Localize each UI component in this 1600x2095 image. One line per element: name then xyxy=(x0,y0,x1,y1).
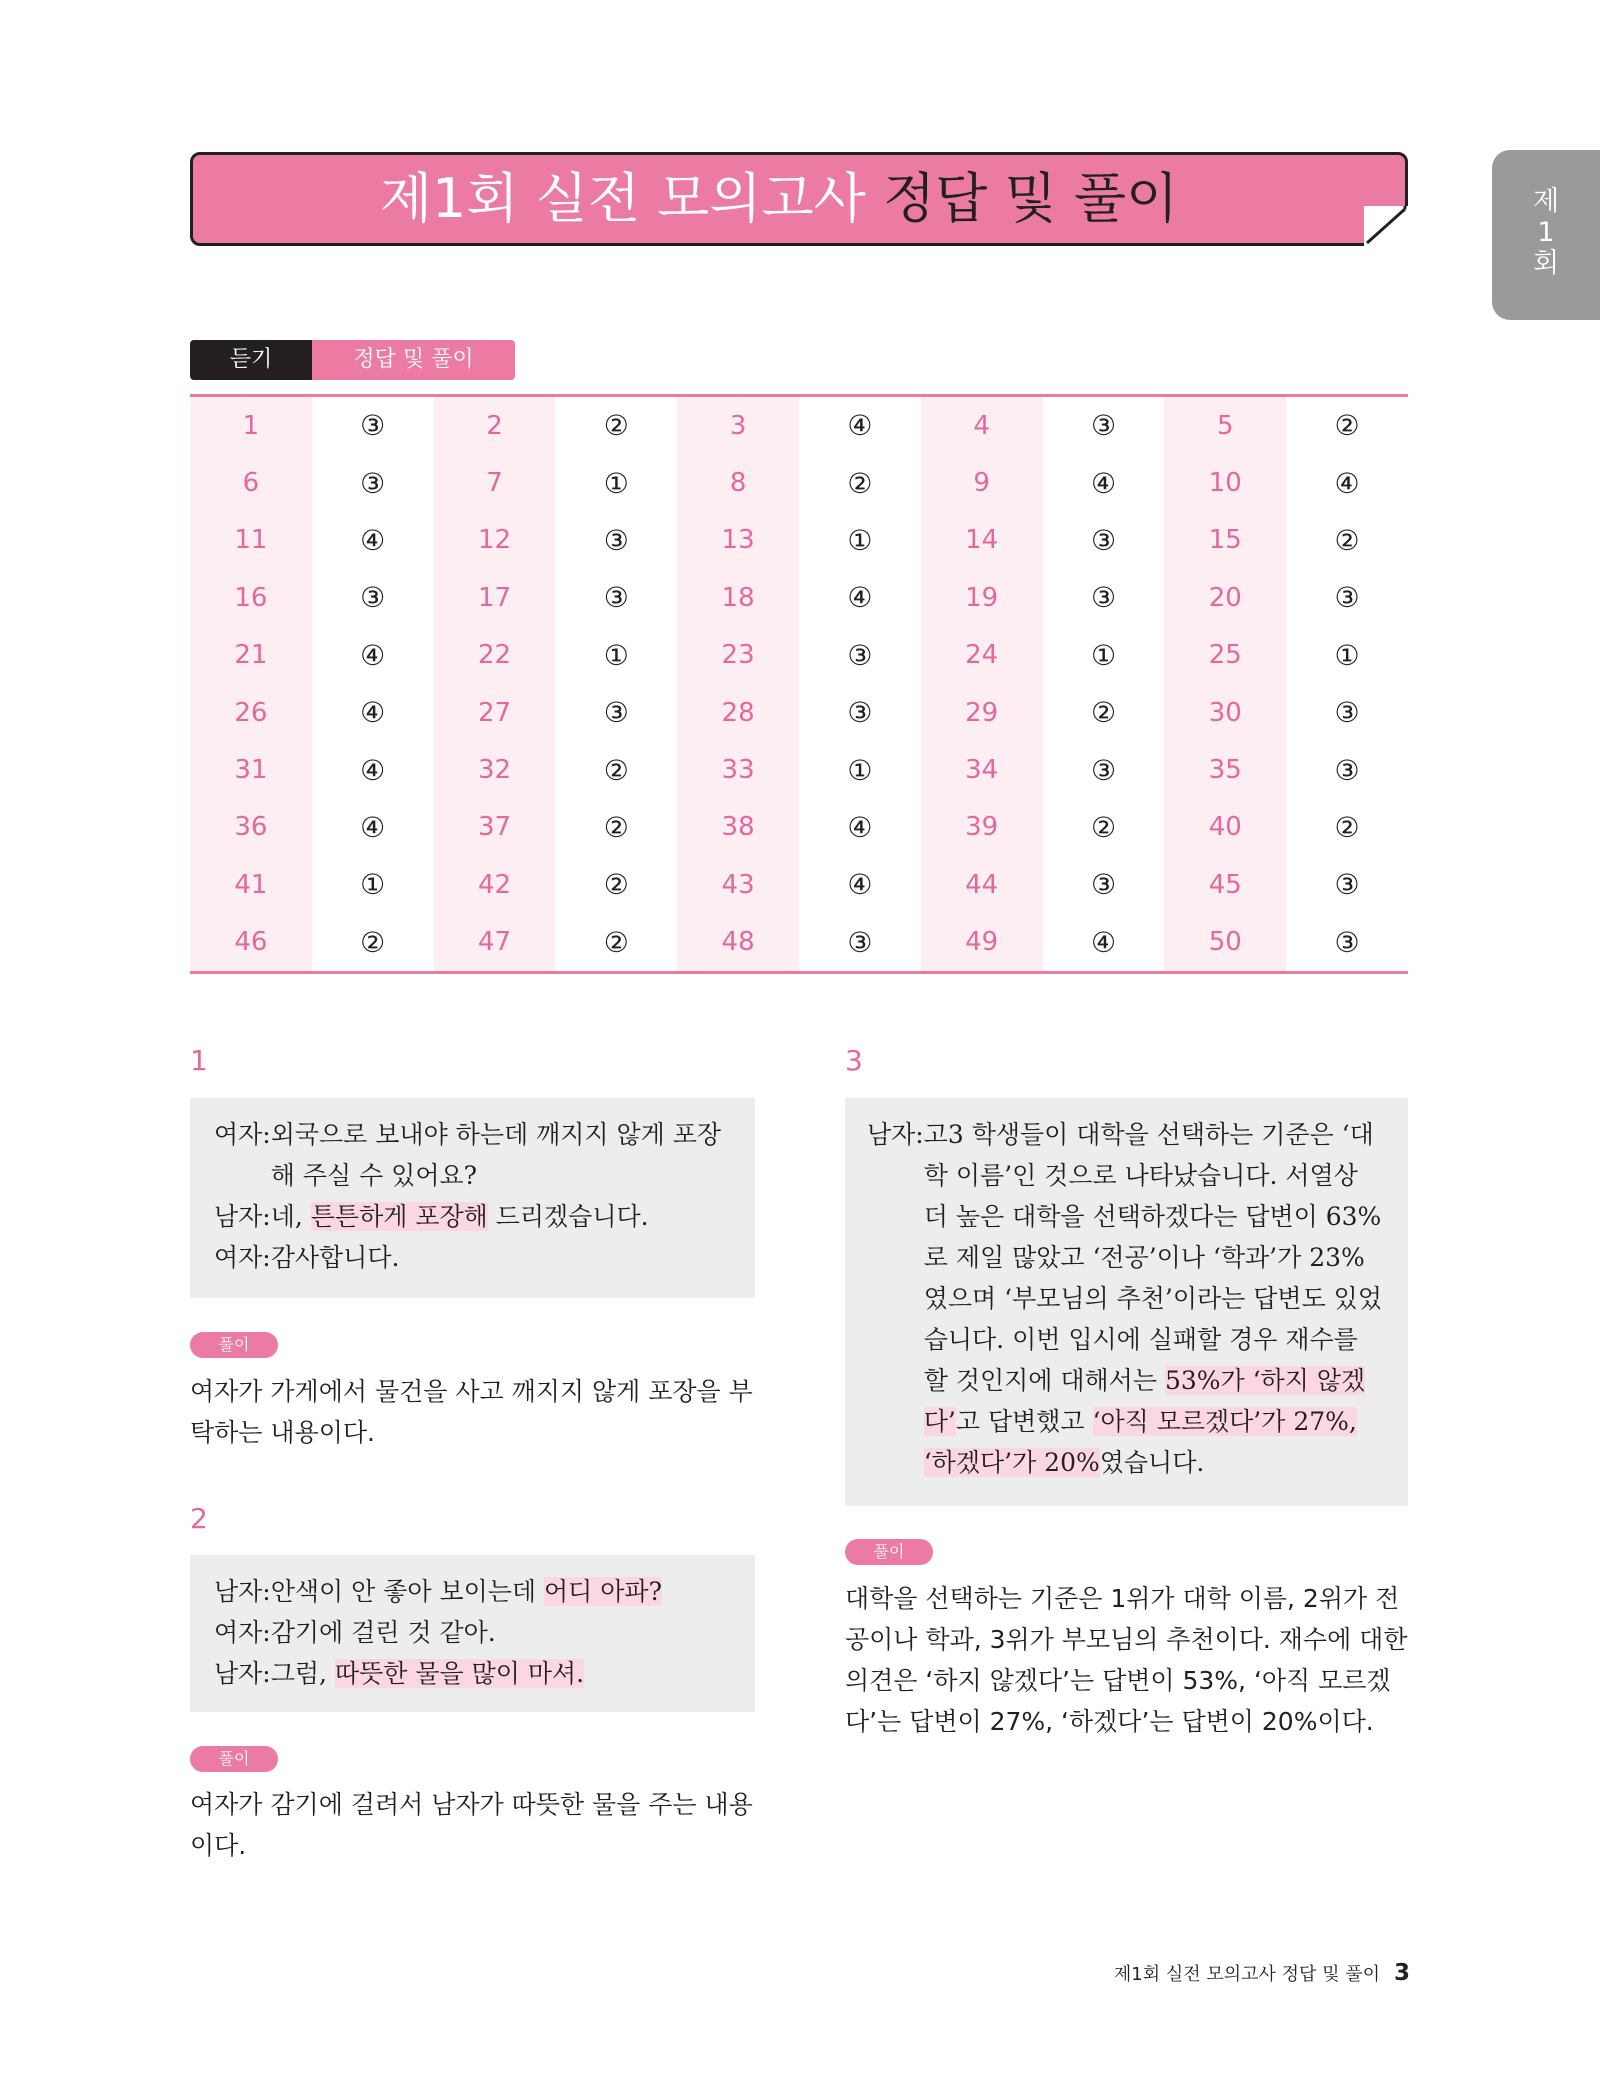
dialog-segment: 안색이 안 좋아 보이는데 xyxy=(270,1577,545,1606)
question-number-cell: 10 xyxy=(1164,454,1286,511)
speaker-label: 여자: xyxy=(214,1618,271,1647)
dialog-line xyxy=(214,1237,735,1278)
answer-cell: ③ xyxy=(1286,856,1408,913)
question-number-cell: 17 xyxy=(434,569,556,626)
answer-cell: ③ xyxy=(555,684,677,741)
question-number-cell: 11 xyxy=(190,512,312,569)
dialog-box-q1 xyxy=(190,1098,755,1298)
question-number-cell: 23 xyxy=(677,627,799,684)
question-number: 3 xyxy=(845,1044,863,1077)
dialog-text xyxy=(271,1114,735,1196)
footer-title: 제1회 실전 모의고사 정답 및 풀이 xyxy=(1113,1964,1380,1985)
question-number-cell: 25 xyxy=(1164,627,1286,684)
question-number-cell: 35 xyxy=(1164,741,1286,798)
answer-cell: ④ xyxy=(799,397,921,454)
question-number-cell: 49 xyxy=(921,914,1043,971)
question-number-cell: 21 xyxy=(190,627,312,684)
question-number-cell: 48 xyxy=(677,914,799,971)
answer-cell: ③ xyxy=(555,512,677,569)
dialog-box-q2 xyxy=(190,1555,755,1712)
answer-cell: ② xyxy=(799,454,921,511)
answer-cell: ④ xyxy=(799,569,921,626)
dialog-segment: 고3 학생들이 대학을 선택하는 기준은 ‘대학 이름’인 것으로 나타났습니다. 서열상 더 높은 대학을 선택하겠다는 답변이 63%로 제일 많았고 ‘전공’이나 ‘학과’가 23%였으며 ‘부모님의 추천’이라는 답변도 있었습니다. 이번 입시에 실패할 경우 재수를 할 것인지에 대해서는 xyxy=(923,1120,1382,1395)
answer-cell: ③ xyxy=(1286,684,1408,741)
dialog-segment: 감기에 걸린 것 같아. xyxy=(270,1618,496,1647)
question-number-cell: 36 xyxy=(190,799,312,856)
page-curl-icon xyxy=(1364,206,1408,246)
side-tab-char: 1 xyxy=(1537,217,1555,248)
title-banner xyxy=(190,152,1408,246)
explanation-text: 대학을 선택하는 기준은 1위가 대학 이름, 2위가 전공이나 학과, 3위가 부모님의 추천이다. 재수에 대한 의견은 ‘하지 않겠다’는 답변이 53%, ‘아직 모르겠다’는 답변이 27%, ‘하겠다’는 답변이 20%이다. xyxy=(845,1584,1408,1736)
answer-cell: ④ xyxy=(312,741,434,798)
question-number-cell: 8 xyxy=(677,454,799,511)
answer-cell: ④ xyxy=(312,627,434,684)
dialog-line xyxy=(214,1612,735,1653)
dialog-segment: 네, xyxy=(270,1202,311,1231)
explanation-badge: 풀이 xyxy=(190,1746,278,1772)
page-footer xyxy=(1114,1960,1410,1986)
highlighted-phrase: ‘아직 모르겠다’가 27%, ‘하겠다’가 20% xyxy=(923,1407,1357,1477)
question-number-cell: 31 xyxy=(190,741,312,798)
answer-cell: ③ xyxy=(799,627,921,684)
question-number-cell: 30 xyxy=(1164,684,1286,741)
question-number-cell: 1 xyxy=(190,397,312,454)
question-number-cell: 22 xyxy=(434,627,556,684)
answer-cell: ① xyxy=(799,512,921,569)
question-number-cell: 12 xyxy=(434,512,556,569)
question-number-cell: 4 xyxy=(921,397,1043,454)
speaker-label: 남자: xyxy=(214,1202,271,1231)
answer-cell: ① xyxy=(1286,627,1408,684)
question-number-cell: 46 xyxy=(190,914,312,971)
dialog-text xyxy=(271,1612,496,1653)
answer-cell: ② xyxy=(555,799,677,856)
page-number: 3 xyxy=(1393,1960,1410,1986)
dialog-line xyxy=(214,1571,735,1612)
answer-cell: ③ xyxy=(1043,741,1165,798)
highlighted-phrase: 53%가 ‘하지 않겠다’ xyxy=(923,1366,1366,1436)
answer-cell: ② xyxy=(555,741,677,798)
answer-cell: ① xyxy=(555,454,677,511)
answer-cell: ④ xyxy=(1286,454,1408,511)
dialog-segment: 외국으로 보내야 하는데 깨지지 않게 포장해 주실 수 있어요? xyxy=(270,1120,722,1190)
answer-cell: ④ xyxy=(1043,914,1165,971)
dialog-line xyxy=(214,1196,735,1237)
answer-cell: ③ xyxy=(555,569,677,626)
answer-cell: ② xyxy=(555,856,677,913)
title-highlight: 정답 및 풀이 xyxy=(883,167,1179,230)
question-number-cell: 32 xyxy=(434,741,556,798)
answer-cell: ① xyxy=(555,627,677,684)
question-number-cell: 7 xyxy=(434,454,556,511)
answer-cell: ④ xyxy=(312,684,434,741)
answer-cell: ④ xyxy=(799,856,921,913)
answer-cell: ③ xyxy=(1286,569,1408,626)
speaker-label: 남자: xyxy=(867,1120,924,1149)
question-number-cell: 26 xyxy=(190,684,312,741)
dialog-text xyxy=(271,1196,649,1237)
answer-cell: ② xyxy=(555,914,677,971)
answer-cell: ② xyxy=(312,914,434,971)
question-number-cell: 20 xyxy=(1164,569,1286,626)
side-tab-char: 회 xyxy=(1532,248,1560,279)
question-number-cell: 14 xyxy=(921,512,1043,569)
answer-cell: ③ xyxy=(312,454,434,511)
answer-cell: ③ xyxy=(1043,512,1165,569)
question-number-cell: 37 xyxy=(434,799,556,856)
answer-cell: ③ xyxy=(1286,914,1408,971)
highlighted-phrase: 어디 아파? xyxy=(544,1577,662,1606)
dialog-segment: 감사합니다. xyxy=(270,1243,400,1272)
question-number-cell: 45 xyxy=(1164,856,1286,913)
question-number-cell: 18 xyxy=(677,569,799,626)
dialog-line xyxy=(214,1653,735,1694)
category-tab[interactable]: 듣기 xyxy=(190,340,312,380)
question-number-cell: 34 xyxy=(921,741,1043,798)
answer-cell: ② xyxy=(1286,512,1408,569)
speaker-label: 남자: xyxy=(214,1577,271,1606)
answer-grid xyxy=(190,394,1408,974)
explanation-text: 여자가 가게에서 물건을 사고 깨지지 않게 포장을 부탁하는 내용이다. xyxy=(190,1377,753,1447)
answer-cell: ② xyxy=(555,397,677,454)
dialog-text xyxy=(924,1114,1388,1483)
question-number-cell: 24 xyxy=(921,627,1043,684)
question-number-cell: 27 xyxy=(434,684,556,741)
question-number-cell: 16 xyxy=(190,569,312,626)
dialog-line xyxy=(214,1114,735,1196)
question-number-cell: 28 xyxy=(677,684,799,741)
answer-cell: ② xyxy=(1286,799,1408,856)
answer-cell: ④ xyxy=(312,512,434,569)
dialog-segment: 였습니다. xyxy=(1099,1448,1205,1477)
question-number: 2 xyxy=(190,1502,208,1535)
explanation-text: 여자가 감기에 걸려서 남자가 따뜻한 물을 주는 내용이다. xyxy=(190,1790,753,1860)
question-number-cell: 13 xyxy=(677,512,799,569)
dialog-text xyxy=(271,1237,400,1278)
answer-cell: ④ xyxy=(1043,454,1165,511)
answer-cell: ③ xyxy=(1286,741,1408,798)
speaker-label: 여자: xyxy=(214,1120,271,1149)
answer-cell: ③ xyxy=(799,914,921,971)
question-number-cell: 44 xyxy=(921,856,1043,913)
explanation-badge: 풀이 xyxy=(845,1539,933,1565)
speaker-label: 남자: xyxy=(214,1659,271,1688)
dialog-text xyxy=(271,1571,662,1612)
question-number-cell: 43 xyxy=(677,856,799,913)
answer-cell: ① xyxy=(312,856,434,913)
answer-cell: ① xyxy=(1043,627,1165,684)
question-number-cell: 29 xyxy=(921,684,1043,741)
explanation-badge: 풀이 xyxy=(190,1332,278,1358)
question-number-cell: 39 xyxy=(921,799,1043,856)
answer-cell: ② xyxy=(1043,799,1165,856)
answer-cell: ④ xyxy=(799,799,921,856)
page-title xyxy=(193,155,1365,243)
answer-cell: ③ xyxy=(312,569,434,626)
answer-cell: ③ xyxy=(1043,397,1165,454)
question-number-cell: 15 xyxy=(1164,512,1286,569)
speaker-label: 여자: xyxy=(214,1243,271,1272)
question-number-cell: 41 xyxy=(190,856,312,913)
highlighted-phrase: 튼튼하게 포장해 xyxy=(310,1202,488,1231)
dialog-segment: 고 답변했고 xyxy=(955,1407,1093,1436)
question-number-cell: 2 xyxy=(434,397,556,454)
highlighted-phrase: 따뜻한 물을 많이 마셔. xyxy=(334,1659,585,1688)
dialog-line xyxy=(867,1114,1388,1483)
question-number-cell: 33 xyxy=(677,741,799,798)
side-tab-char: 제 xyxy=(1532,186,1560,217)
question-number-cell: 42 xyxy=(434,856,556,913)
answer-tab[interactable]: 정답 및 풀이 xyxy=(312,340,515,380)
question-number: 1 xyxy=(190,1044,208,1077)
question-number-cell: 5 xyxy=(1164,397,1286,454)
dialog-segment: 그럼, xyxy=(270,1659,335,1688)
dialog-box-q3 xyxy=(845,1098,1408,1506)
answer-cell: ③ xyxy=(1043,856,1165,913)
question-number-cell: 19 xyxy=(921,569,1043,626)
question-number-cell: 47 xyxy=(434,914,556,971)
question-number-cell: 3 xyxy=(677,397,799,454)
question-number-cell: 40 xyxy=(1164,799,1286,856)
answer-cell: ④ xyxy=(312,799,434,856)
title-main: 제1회 실전 모의고사 xyxy=(379,167,866,230)
answer-cell: ③ xyxy=(799,684,921,741)
answer-cell: ③ xyxy=(1043,569,1165,626)
question-number-cell: 38 xyxy=(677,799,799,856)
answer-cell: ② xyxy=(1286,397,1408,454)
answer-cell: ③ xyxy=(312,397,434,454)
question-number-cell: 6 xyxy=(190,454,312,511)
dialog-text xyxy=(271,1653,584,1694)
answer-cell: ① xyxy=(799,741,921,798)
answer-cell: ② xyxy=(1043,684,1165,741)
question-number-cell: 9 xyxy=(921,454,1043,511)
dialog-segment: 드리겠습니다. xyxy=(487,1202,649,1231)
question-number-cell: 50 xyxy=(1164,914,1286,971)
chapter-side-tab[interactable] xyxy=(1492,150,1600,320)
